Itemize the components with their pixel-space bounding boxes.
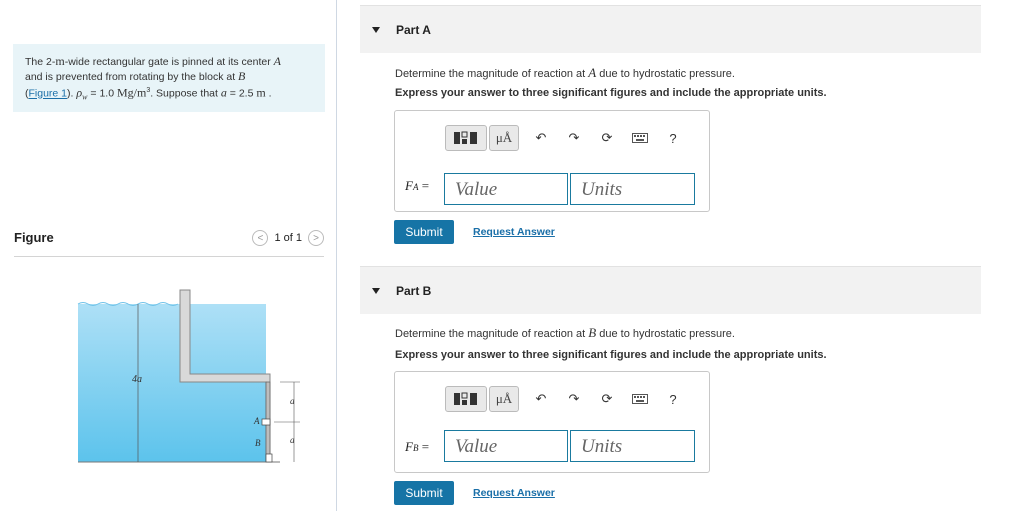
request-answer-link[interactable]: Request Answer (473, 487, 555, 499)
problem-text: and is prevented from rotating by the block at (25, 70, 239, 83)
block-b (266, 454, 272, 462)
force-symbol: F (405, 178, 413, 193)
answer-toolbar (445, 125, 684, 151)
problem-var-a-len: a (220, 85, 227, 100)
reset-icon[interactable]: ⟳ (601, 391, 613, 406)
keyboard-icon[interactable] (629, 388, 651, 410)
label-a-point: A (254, 416, 260, 426)
question-text: Determine the magnitude of reaction at (395, 68, 589, 80)
water-region (78, 304, 266, 462)
chevron-left-icon[interactable]: < (252, 230, 268, 246)
label-a-lower: a (290, 435, 295, 445)
problem-text: ( (25, 87, 29, 100)
part-a-answer-box (394, 110, 710, 212)
problem-rho-sub: w (82, 92, 88, 102)
request-answer-link[interactable]: Request Answer (473, 226, 555, 238)
problem-text: ). (67, 87, 77, 100)
force-sub: B (412, 443, 419, 453)
part-a-title: Part A (396, 22, 431, 37)
force-label-a (405, 178, 429, 194)
problem-unit: Mg/m (116, 85, 147, 100)
problem-var-b: B (238, 68, 246, 83)
units-icon[interactable]: μÅ (489, 125, 519, 151)
pin-a (262, 419, 270, 425)
units-input[interactable]: Units (570, 430, 695, 462)
problem-statement (13, 44, 325, 112)
part-b (360, 266, 981, 511)
problem-text: = 2.5 (226, 87, 257, 100)
equals-sign: = (418, 439, 430, 454)
problem-text: -wide rectangular gate is pinned at its center (64, 56, 274, 68)
figure-counter: 1 of 1 (274, 232, 302, 244)
panel-divider (336, 0, 337, 511)
redo-icon[interactable]: ↷ (568, 391, 580, 406)
gate-diagram (70, 286, 310, 466)
equals-sign: = (418, 178, 430, 193)
figure-link[interactable]: Figure 1 (28, 87, 68, 100)
part-b-title: Part B (396, 283, 432, 298)
chevron-right-icon[interactable]: > (308, 230, 324, 246)
problem-text: = 1.0 (87, 87, 117, 100)
question-text: due to hydrostatic pressure. (596, 68, 735, 80)
problem-unit: m (256, 85, 266, 100)
collapse-triangle-icon[interactable] (372, 288, 380, 294)
force-symbol: F (405, 439, 413, 454)
question-var: B (588, 325, 597, 340)
templates-icon[interactable] (445, 386, 487, 412)
help-icon[interactable]: ? (669, 391, 677, 407)
units-icon[interactable]: μÅ (489, 386, 519, 412)
part-b-answer-box (394, 371, 710, 473)
figure-nav (252, 230, 324, 246)
force-sub: A (412, 182, 419, 192)
label-b-point: B (255, 438, 261, 448)
question-text: due to hydrostatic pressure. (596, 328, 735, 340)
part-b-header[interactable] (360, 266, 981, 314)
question-var: A (588, 65, 597, 80)
value-input[interactable]: Value (444, 173, 568, 205)
answer-toolbar (445, 386, 684, 412)
part-a-header[interactable] (360, 5, 981, 53)
reset-icon[interactable]: ⟳ (601, 130, 613, 145)
force-label-b (405, 439, 429, 455)
question-text: Determine the magnitude of reaction at (395, 328, 589, 340)
problem-text: . (265, 87, 272, 100)
problem-exp: 3 (146, 87, 151, 94)
keyboard-icon[interactable] (629, 127, 651, 149)
help-icon[interactable]: ? (669, 130, 677, 146)
part-a-question (395, 65, 735, 81)
part-a (360, 5, 981, 255)
problem-var-a: A (273, 54, 281, 68)
templates-icon[interactable] (445, 125, 487, 151)
part-b-instructions: Express your answer to three significant figures and include the appropriate units. (395, 349, 827, 361)
part-a-instructions: Express your answer to three significant figures and include the appropriate units. (395, 87, 827, 99)
problem-rho: ρ (76, 85, 83, 100)
units-input[interactable]: Units (570, 173, 695, 205)
undo-icon[interactable]: ↶ (535, 391, 547, 406)
redo-icon[interactable]: ↷ (568, 130, 580, 145)
problem-text: . Suppose that (150, 87, 221, 100)
left-panel (0, 0, 336, 511)
figure-title: Figure (14, 230, 54, 245)
value-input[interactable]: Value (444, 430, 568, 462)
undo-icon[interactable]: ↶ (535, 130, 547, 145)
submit-button[interactable]: Submit (394, 220, 454, 244)
part-b-question (395, 325, 735, 341)
problem-text: The 2- (25, 56, 56, 68)
problem-unit: m (55, 54, 65, 68)
collapse-triangle-icon[interactable] (372, 27, 380, 33)
figure-header (14, 230, 324, 256)
submit-button[interactable]: Submit (394, 481, 454, 505)
figure-divider (14, 256, 324, 257)
label-4a: 4a (132, 374, 142, 385)
label-a-upper: a (290, 396, 295, 406)
